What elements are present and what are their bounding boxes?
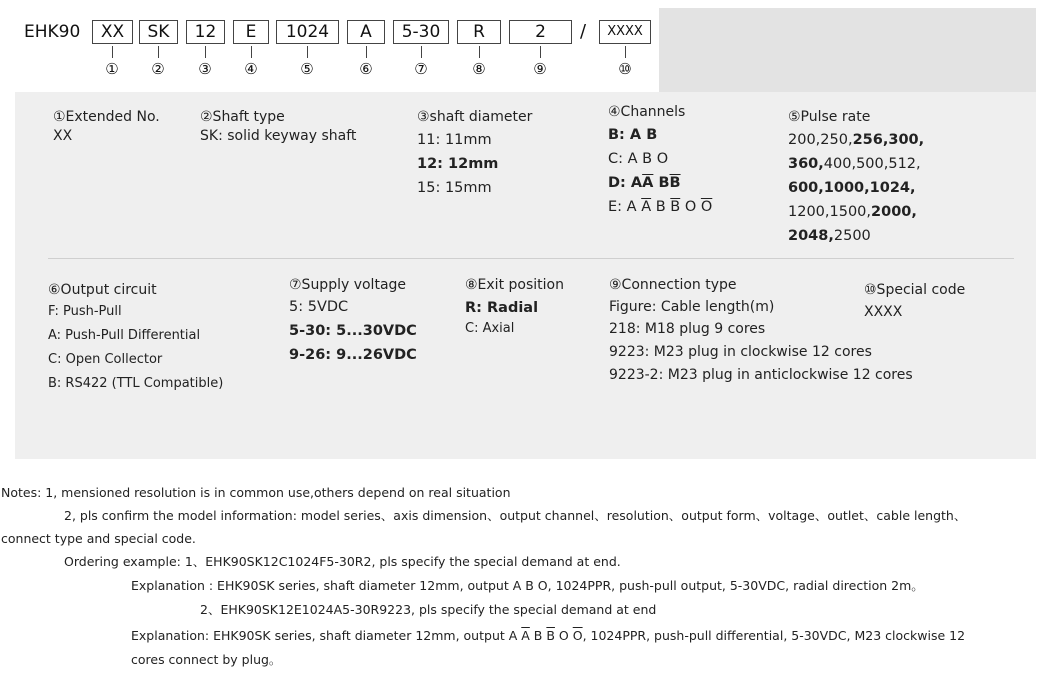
note-line: Ordering example: 1、EHK90SK12C1024F5-30R2, pls specify the special demand at end. — [64, 554, 621, 569]
segment-number: ① — [105, 60, 119, 78]
segment-output-circuit: A — [347, 20, 385, 44]
segment-tick — [366, 46, 367, 58]
note-line: Notes: 1, mensioned resolution is in common use,others depend on real situation — [1, 485, 511, 500]
pulse-line: 200,250,256,300, — [788, 132, 925, 148]
voltage-option: 5: 5VDC — [289, 299, 349, 315]
pulse-line: 600,1000,1024, — [788, 180, 916, 196]
output-title: ⑥Output circuit — [48, 282, 157, 298]
output-option: F: Push-Pull — [48, 304, 122, 319]
exit-title: ⑧Exit position — [465, 277, 564, 293]
section-divider — [48, 258, 1014, 259]
channels-option-e: E: A $\overline{A}$ B $\overline{B}$ O $\overline{O}$ — [608, 199, 713, 215]
note-line: connect type and special code. — [1, 531, 196, 546]
note-line: 2, pls confirm the model information: model series、axis dimension、output channel、resolution、output form、voltage、outlet、cable length、 — [64, 508, 967, 523]
note-line: 2、EHK90SK12E1024A5-30R9223, pls specify the special demand at end — [200, 602, 657, 617]
segment-number: ⑥ — [359, 60, 373, 78]
segment-special-code: XXXX — [599, 20, 651, 44]
segment-number: ③ — [198, 60, 212, 78]
segment-tick — [421, 46, 422, 58]
segment-tick — [307, 46, 308, 58]
segment-tick — [205, 46, 206, 58]
pulse-title: ⑤Pulse rate — [788, 109, 871, 125]
segment-connection-type: 2 — [509, 20, 572, 44]
diameter-option-selected: 12: 12mm — [417, 156, 499, 172]
pulse-line: 360,400,500,512, — [788, 156, 921, 172]
special-title: ⑩Special code — [864, 282, 966, 298]
channels-option-c: C: A B O — [608, 151, 669, 167]
segment-tick — [112, 46, 113, 58]
channels-option-d: D: $A\overline{A}$ $B\overline{B}$ — [608, 175, 681, 191]
segment-tick — [625, 46, 626, 58]
channels-title: ④Channels — [608, 104, 686, 120]
note-line: cores connect by plug。 — [131, 652, 282, 667]
segment-extended-no: XX — [92, 20, 133, 44]
segment-number: ② — [151, 60, 165, 78]
note-line: Explanation: EHK90SK series, shaft diameter 12mm, output A $\overline{A}$ B $\overline{B}$ O $\overline{O}$, 1024PPR, push-pull differential, 5-30VDC, M23 clockwise 12 — [131, 628, 966, 643]
segment-number: ⑨ — [533, 60, 547, 78]
segment-channels: E — [233, 20, 269, 44]
segment-number: ④ — [244, 60, 258, 78]
ext-value: XX — [53, 128, 73, 144]
segment-tick — [479, 46, 480, 58]
exit-option-selected: R: Radial — [465, 300, 539, 316]
voltage-option: 9-26: 9...26VDC — [289, 347, 417, 363]
segment-number: ⑩ — [618, 60, 632, 78]
segment-pulse-rate: 1024 — [276, 20, 339, 44]
segment-shaft-diameter: 12 — [186, 20, 225, 44]
model-slash: / — [580, 21, 587, 42]
segment-tick — [158, 46, 159, 58]
diameter-title: ③shaft diameter — [417, 109, 533, 125]
channels-option-b: B: A B — [608, 127, 658, 143]
segment-number: ⑤ — [300, 60, 314, 78]
special-value: XXXX — [864, 304, 903, 320]
segment-exit-position: R — [457, 20, 501, 44]
connection-line: 218: M18 plug 9 cores — [609, 321, 766, 337]
shaft-title: ②Shaft type — [200, 109, 285, 125]
model-prefix: EHK90 — [24, 22, 81, 42]
segment-supply-voltage: 5-30 — [393, 20, 449, 44]
output-option: A: Push-Pull Differential — [48, 328, 201, 343]
connection-line: 9223-2: M23 plug in anticlockwise 12 cores — [609, 367, 913, 383]
ext-title: ①Extended No. — [53, 109, 160, 125]
connection-line: 9223: M23 plug in clockwise 12 cores — [609, 344, 872, 360]
segment-tick — [540, 46, 541, 58]
diameter-option: 15: 15mm — [417, 180, 492, 196]
connection-line: Figure: Cable length(m) — [609, 299, 775, 315]
shaft-value: SK: solid keyway shaft — [200, 128, 357, 144]
segment-shaft-type: SK — [139, 20, 178, 44]
exit-option: C: Axial — [465, 321, 515, 336]
segment-number: ⑦ — [414, 60, 428, 78]
voltage-title: ⑦Supply voltage — [289, 277, 407, 293]
output-option: B: RS422 (TTL Compatible) — [48, 376, 224, 391]
diameter-option: 11: 11mm — [417, 132, 492, 148]
pulse-line: 2048,2500 — [788, 228, 871, 244]
voltage-option-selected: 5-30: 5...30VDC — [289, 323, 417, 339]
model-bar-filler — [659, 8, 1036, 92]
connection-title: ⑨Connection type — [609, 277, 737, 293]
pulse-line: 1200,1500,2000, — [788, 204, 917, 220]
segment-number: ⑧ — [472, 60, 486, 78]
note-line: Explanation : EHK90SK series, shaft diameter 12mm, output A B O, 1024PPR, push-pull output, 5-30VDC, radial direction 2m。 — [131, 578, 924, 593]
segment-tick — [251, 46, 252, 58]
output-option: C: Open Collector — [48, 352, 163, 367]
